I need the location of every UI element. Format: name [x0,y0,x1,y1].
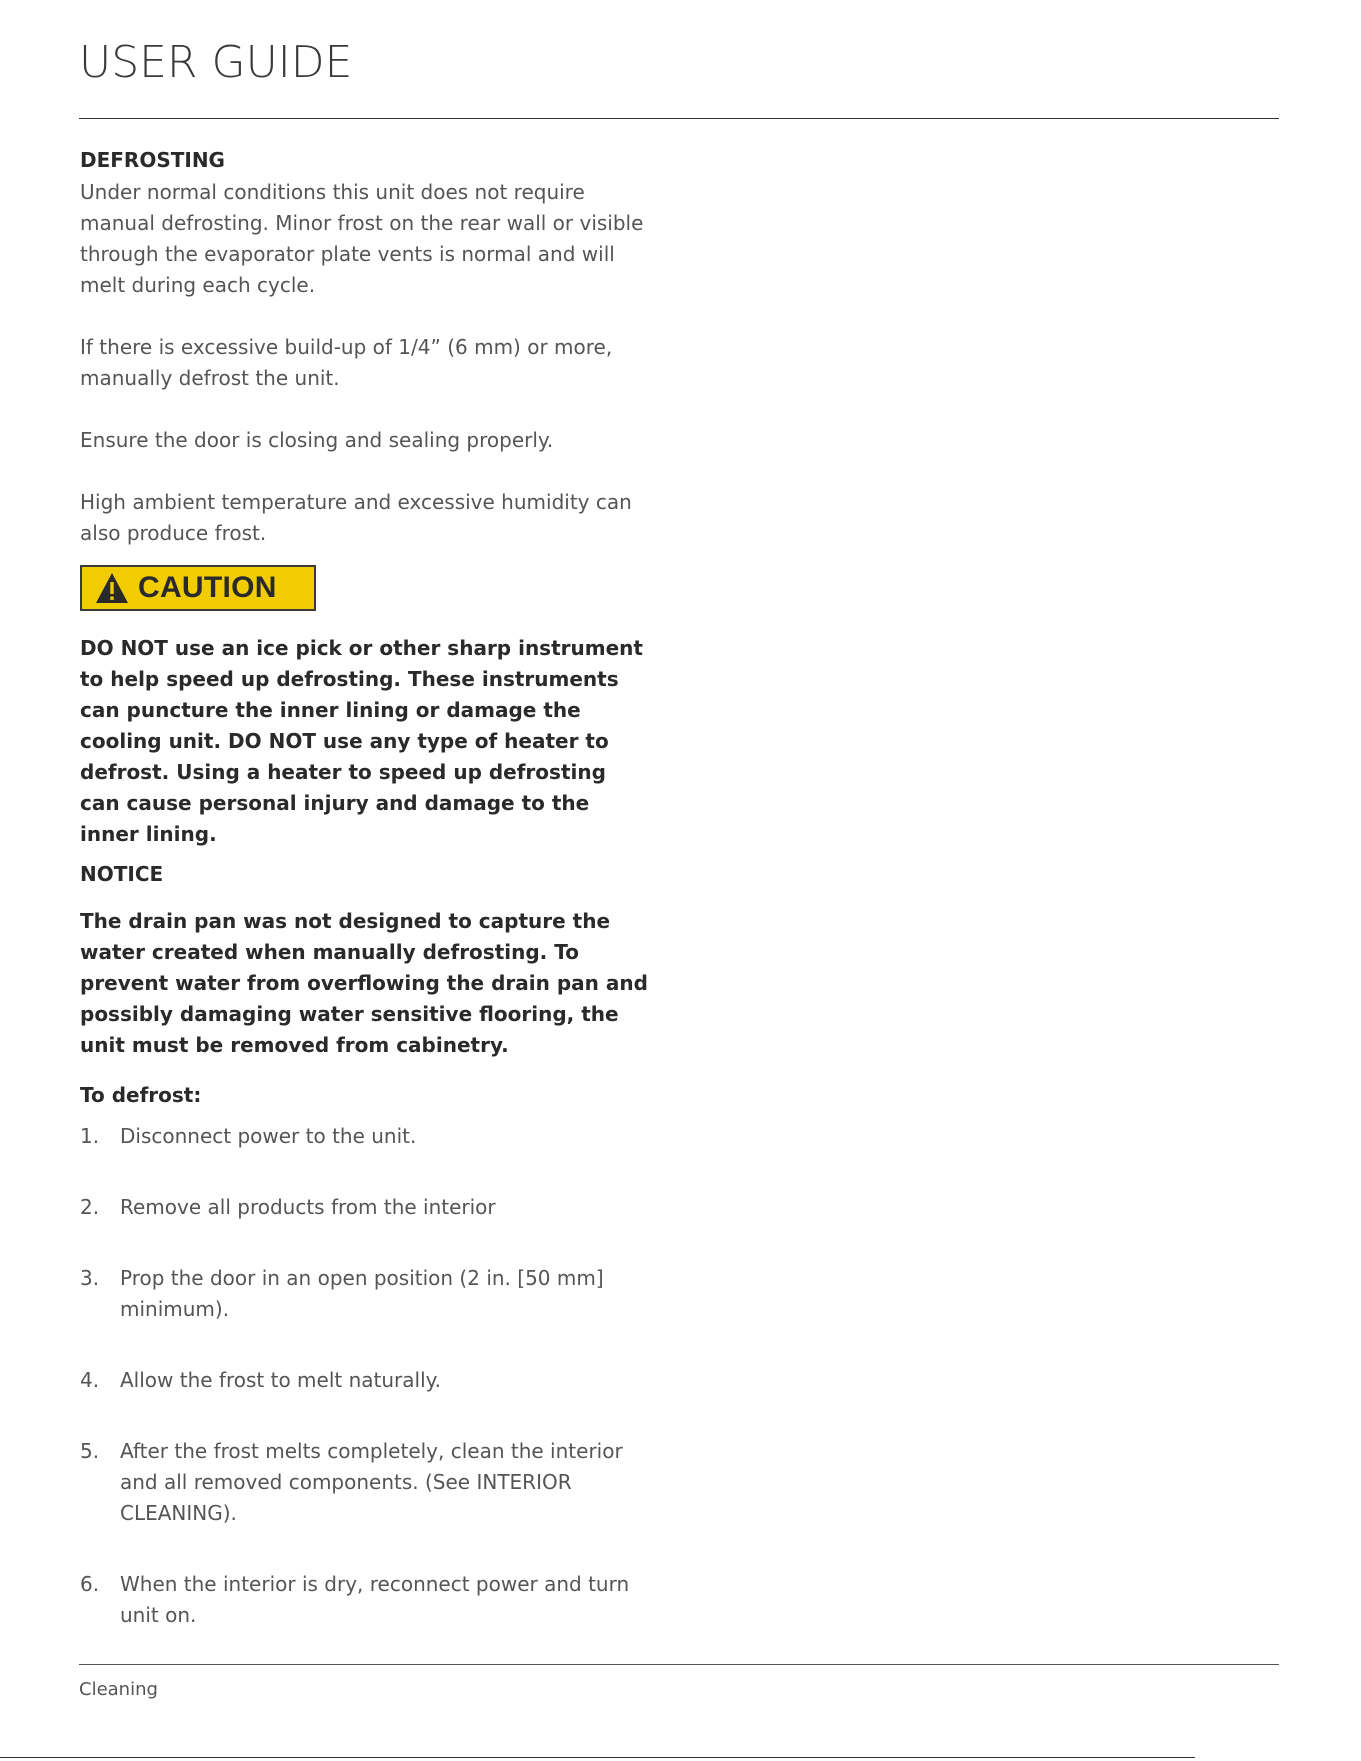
step-number: 4. [80,1368,100,1392]
list-item [80,1569,650,1631]
list-item [80,1263,650,1325]
list-item [80,1192,650,1223]
step-text: Remove all products from the interior [120,1195,496,1219]
defrosting-paragraph: Ensure the door is closing and sealing properly. [80,428,554,452]
step-number: 2. [80,1195,100,1219]
caution-label-box [80,565,316,611]
page-title: USER GUIDE [79,37,353,88]
step-number: 1. [80,1124,100,1148]
list-item [80,1436,650,1529]
step-text: After the frost melts completely, clean the interior and all removed components. (See INTERIOR CLEANING). [120,1439,623,1525]
notice-heading: NOTICE [80,862,164,886]
header-divider [79,118,1279,119]
step-number: 3. [80,1266,100,1290]
footer-section-label: Cleaning [79,1679,158,1700]
step-text: Allow the frost to melt naturally. [120,1368,441,1392]
defrosting-paragraph: High ambient temperature and excessive humidity can also produce frost. [80,490,632,545]
procedure-steps [80,1121,650,1631]
procedure-heading: To defrost: [80,1083,202,1107]
caution-text: DO NOT use an ice pick or other sharp instrument to help speed up defrosting. These instruments can puncture the inner lining or damage the cooling unit. DO NOT use any type of heater to defrost. Using a heater to speed up defrosting can cause personal injury and damage to the inner lining. [80,636,643,846]
step-text: Disconnect power to the unit. [120,1124,417,1148]
main-content [80,146,650,1671]
section-heading-defrosting: DEFROSTING [80,148,225,172]
warning-triangle-icon [94,571,130,605]
list-item [80,1121,650,1152]
footer-divider [79,1664,1279,1665]
list-item [80,1365,650,1396]
defrosting-paragraph: If there is excessive build-up of 1/4” (6 mm) or more, manually defrost the unit. [80,335,613,390]
step-number: 6. [80,1572,100,1596]
step-text: Prop the door in an open position (2 in. [50 mm] minimum). [120,1266,604,1321]
defrosting-paragraph: Under normal conditions this unit does not require manual defrosting. Minor frost on the rear wall or visible through the evaporator plate vents is normal and will melt during each cycle. [80,180,644,297]
caution-label: CAUTION [138,571,277,604]
step-text: When the interior is dry, reconnect power and turn unit on. [120,1572,630,1627]
step-number: 5. [80,1439,100,1463]
page-bottom-edge [0,1757,1195,1758]
notice-text: The drain pan was not designed to capture the water created when manually defrosting. To prevent water from overflowing the drain pan and possibly damaging water sensitive flooring, the unit must be removed from cabinetry. [80,909,648,1057]
